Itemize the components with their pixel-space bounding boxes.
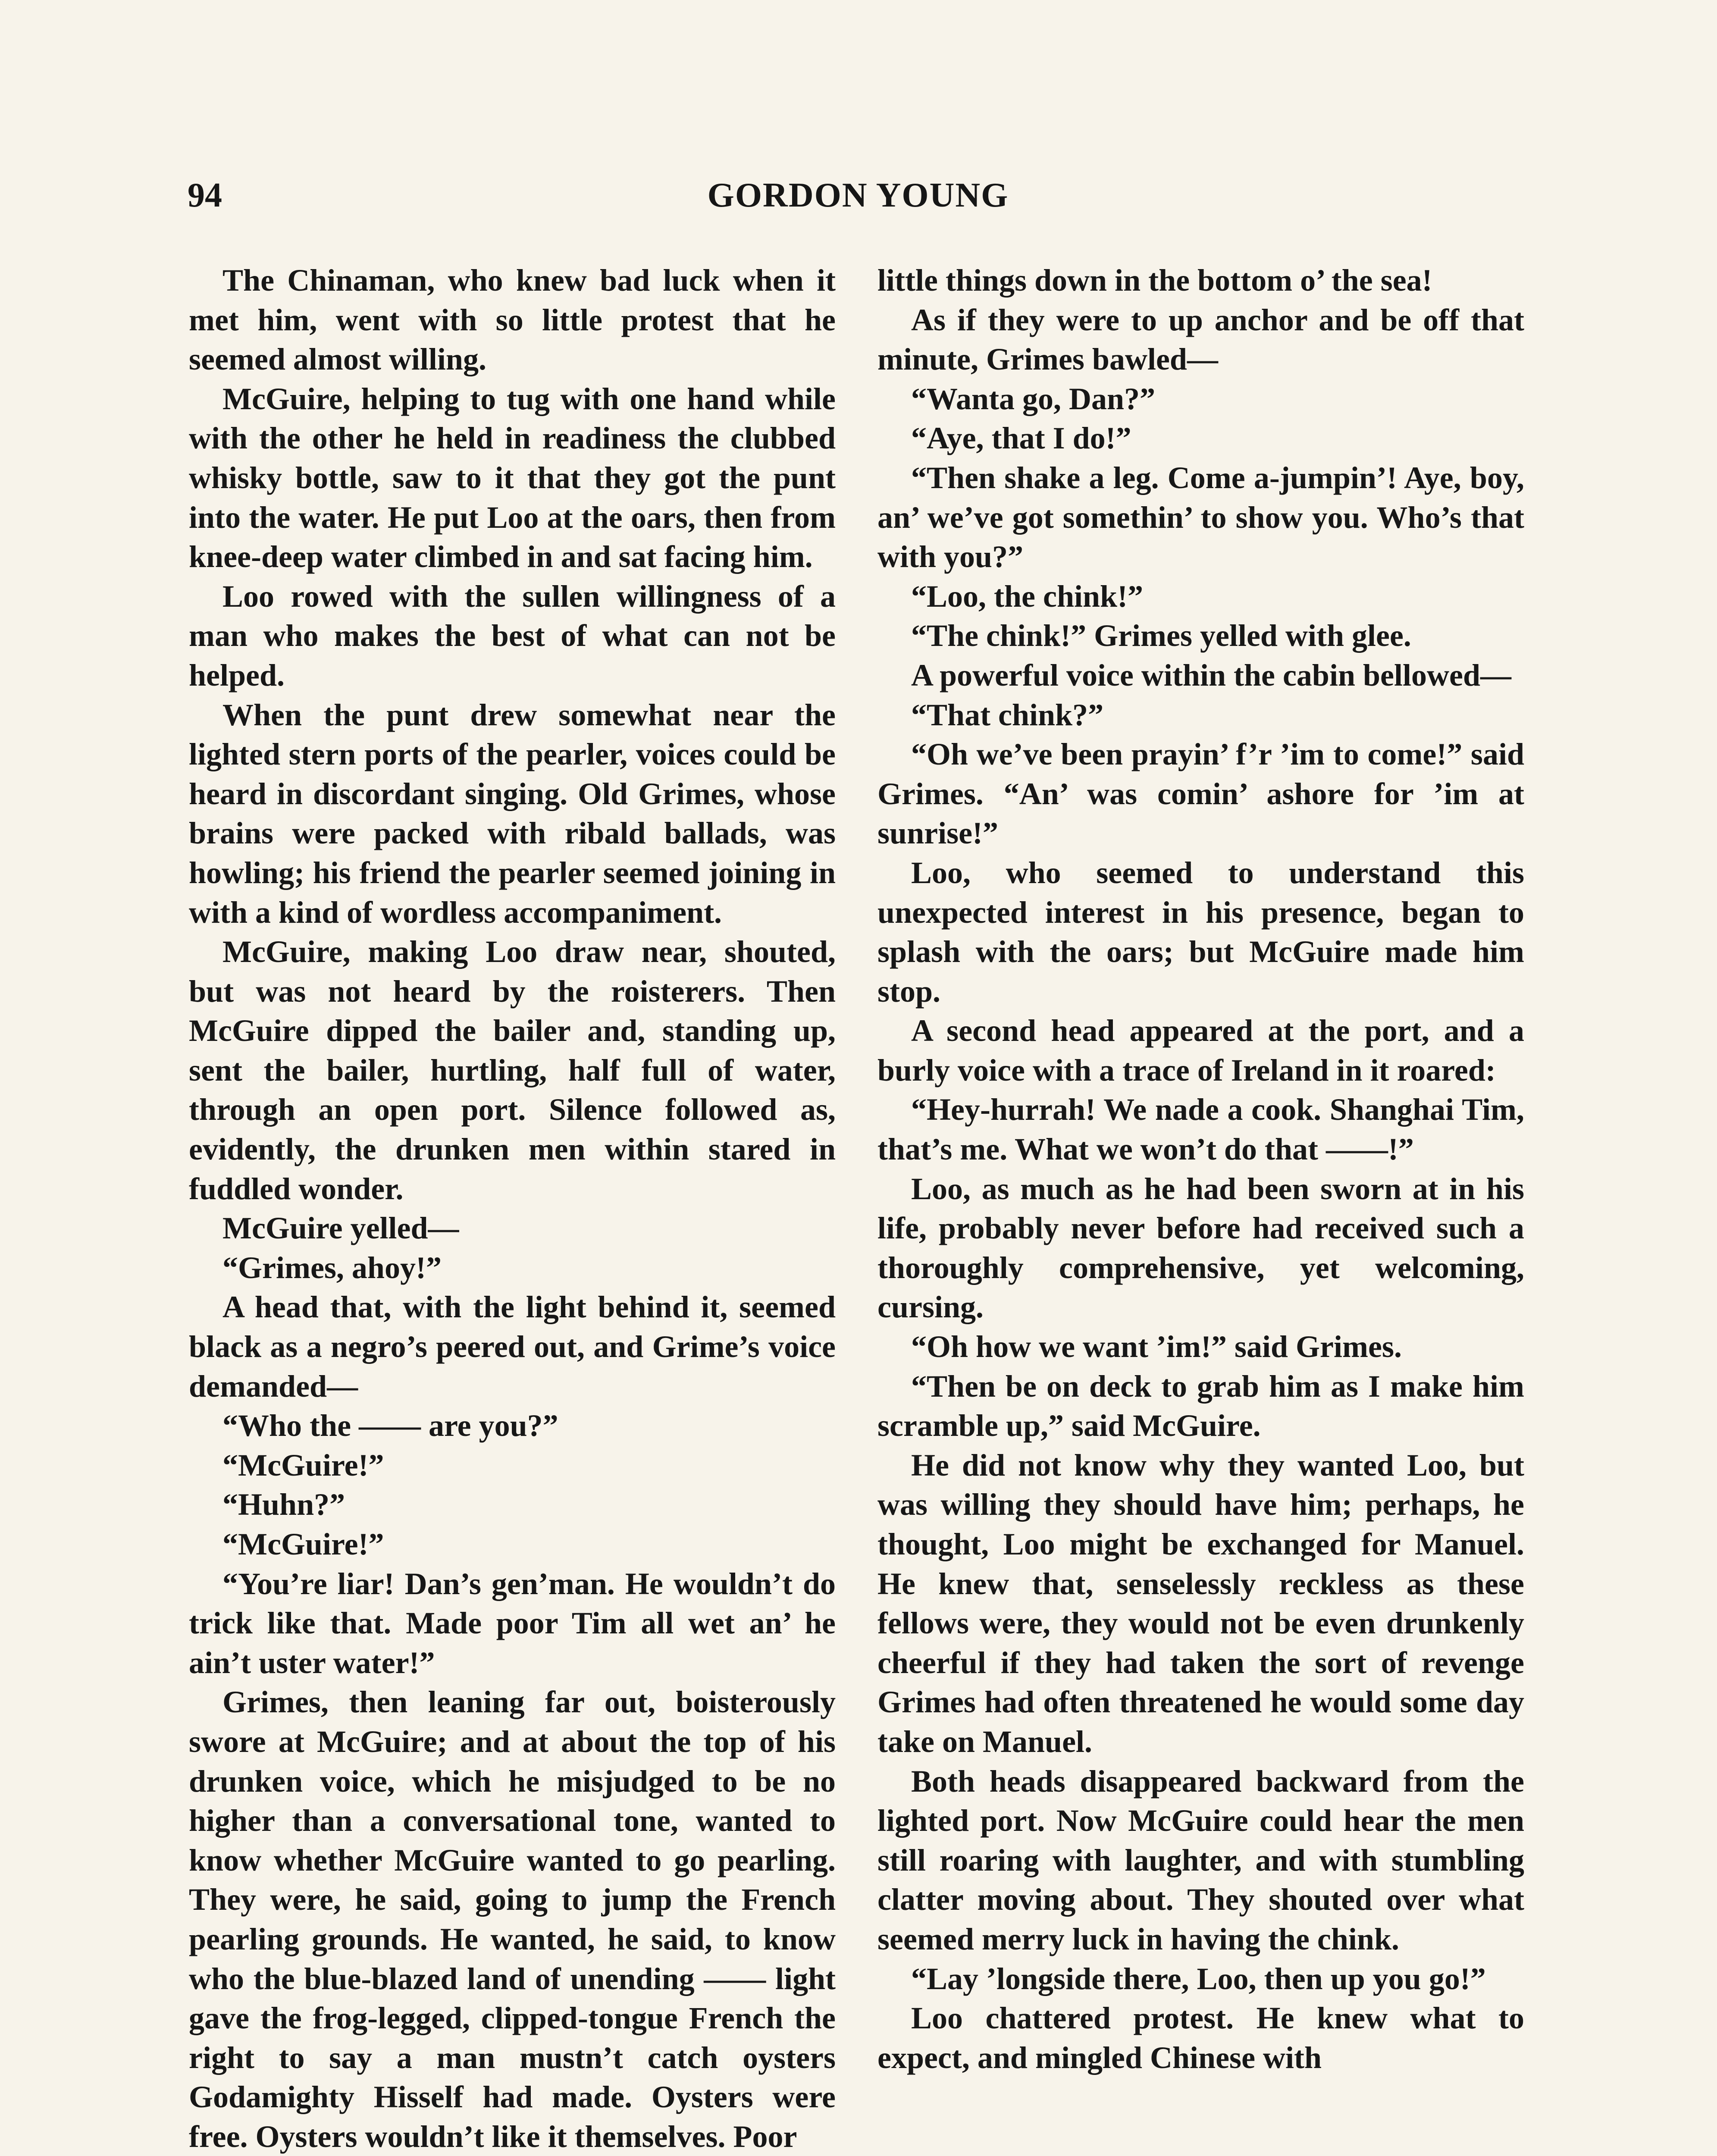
paragraph: “Then shake a leg. Come a-jumpin’! Aye, boy, an’ we’ve got somethin’ to show you. Who’s that with you?”: [877, 460, 1524, 574]
paragraph: “Lay ’longside there, Loo, then up you go!”: [911, 1961, 1486, 1996]
paragraph: Both heads disappeared backward from the lighted port. Now McGuire could hear the men still roaring with laughter, and with stumbling clatter moving about. They shouted over what seemed merry luck in having the chink.: [877, 1764, 1524, 1956]
paragraph: “You’re liar! Dan’s gen’man. He wouldn’t do trick like that. Made poor Tim all wet an’ he ain’t uster water!”: [189, 1566, 836, 1680]
right-text-column: [877, 261, 1524, 2078]
page-header: [188, 176, 1529, 223]
paragraph: When the punt drew somewhat near the lighted stern ports of the pearler, voices could be heard in discordant singing. Old Grimes, whose brains were packed with ribald ballads, was howling; his friend the pearler seemed joining in with a kind of wordless accompaniment.: [189, 697, 836, 930]
paragraph: A powerful voice within the cabin bellowed—: [911, 658, 1512, 693]
left-text-column: [189, 261, 836, 2156]
paragraph: “Who the —— are you?”: [222, 1408, 558, 1443]
paragraph: McGuire, helping to tug with one hand while with the other he held in readiness the clubbed whisky bottle, saw to it that they got the punt into the water. He put Loo at the oars, then from knee-deep water climbed in and sat facing him.: [189, 381, 836, 574]
paragraph: Loo, as much as he had been sworn at in his life, probably never before had received such a thoroughly comprehensive, yet welcoming, cursing.: [877, 1171, 1524, 1325]
running-title: GORDON YOUNG: [707, 176, 1009, 214]
paragraph: “The chink!” Grimes yelled with glee.: [911, 618, 1411, 653]
paragraph: Loo, who seemed to understand this unexpected interest in his presence, began to splash with the oars; but McGuire made him stop.: [877, 855, 1524, 1009]
paragraph: A head that, with the light behind it, seemed black as a negro’s peered out, and Grime’s voice demanded—: [189, 1290, 836, 1404]
paragraph: He did not know why they wanted Loo, but was willing they should have him; perhaps, he thought, Loo might be exchanged for Manuel. He knew that, senselessly reckless as these fellows were, they would not be even drunkenly cheerful if they had taken the sort of revenge Grimes had often threatened he would some day take on Manuel.: [877, 1448, 1524, 1759]
paragraph: “Aye, that I do!”: [911, 421, 1131, 456]
paragraph: As if they were to up anchor and be off that minute, Grimes bawled—: [877, 302, 1524, 377]
paragraph: “That chink?”: [911, 697, 1104, 732]
paragraph: “McGuire!”: [222, 1448, 384, 1482]
page-number: 94: [188, 176, 222, 214]
paragraph: “McGuire!”: [222, 1527, 384, 1561]
paragraph: “Loo, the chink!”: [911, 579, 1144, 614]
paragraph: A second head appeared at the port, and a burly voice with a trace of Ireland in it roared:: [877, 1013, 1524, 1087]
paragraph: McGuire, making Loo draw near, shouted, but was not heard by the roisterers. Then McGuire dipped the bailer and, standing up, sent the bailer, hurtling, half full of water, through an open port. Silence followed as, evidently, the drunken men within stared in fuddled wonder.: [189, 934, 836, 1206]
paragraph: “Oh how we want ’im!” said Grimes.: [911, 1329, 1402, 1364]
paragraph: Loo rowed with the sullen willingness of a man who makes the best of what can not be helped.: [189, 579, 836, 693]
paragraph: “Wanta go, Dan?”: [911, 381, 1156, 416]
paragraph: “Then be on deck to grab him as I make him scramble up,” said McGuire.: [877, 1369, 1524, 1443]
paragraph: “Oh we’ve been prayin’ f’r ’im to come!” said Grimes. “An’ was comin’ ashore for ’im at sunrise!”: [877, 737, 1524, 851]
paragraph: Loo chattered protest. He knew what to expect, and mingled Chinese with: [877, 2001, 1524, 2075]
paragraph: little things down in the bottom o’ the sea!: [877, 263, 1432, 298]
paragraph: “Grimes, ahoy!”: [222, 1250, 442, 1285]
paragraph: McGuire yelled—: [222, 1211, 459, 1246]
paragraph: “Hey-hurrah! We nade a cook. Shanghai Tim, that’s me. What we won’t do that ——!”: [877, 1092, 1524, 1167]
paragraph: The Chinaman, who knew bad luck when it met him, went with so little protest that he seemed almost willing.: [189, 263, 836, 377]
paragraph: Grimes, then leaning far out, boisterously swore at McGuire; and at about the top of his drunken voice, which he misjudged to be no higher than a conversational tone, wanted to know whether McGuire wanted to go pearling. They were, he said, going to jump the French pearling grounds. He wanted, he said, to know who the blue-blazed land of unending —— light gave the frog-legged, clipped-tongue French the right to say a man mustn’t catch oysters Godamighty Hisself had made. Oysters were free. Oysters wouldn’t like it themselves. Poor: [189, 1685, 836, 2154]
paragraph: “Huhn?”: [222, 1487, 345, 1522]
